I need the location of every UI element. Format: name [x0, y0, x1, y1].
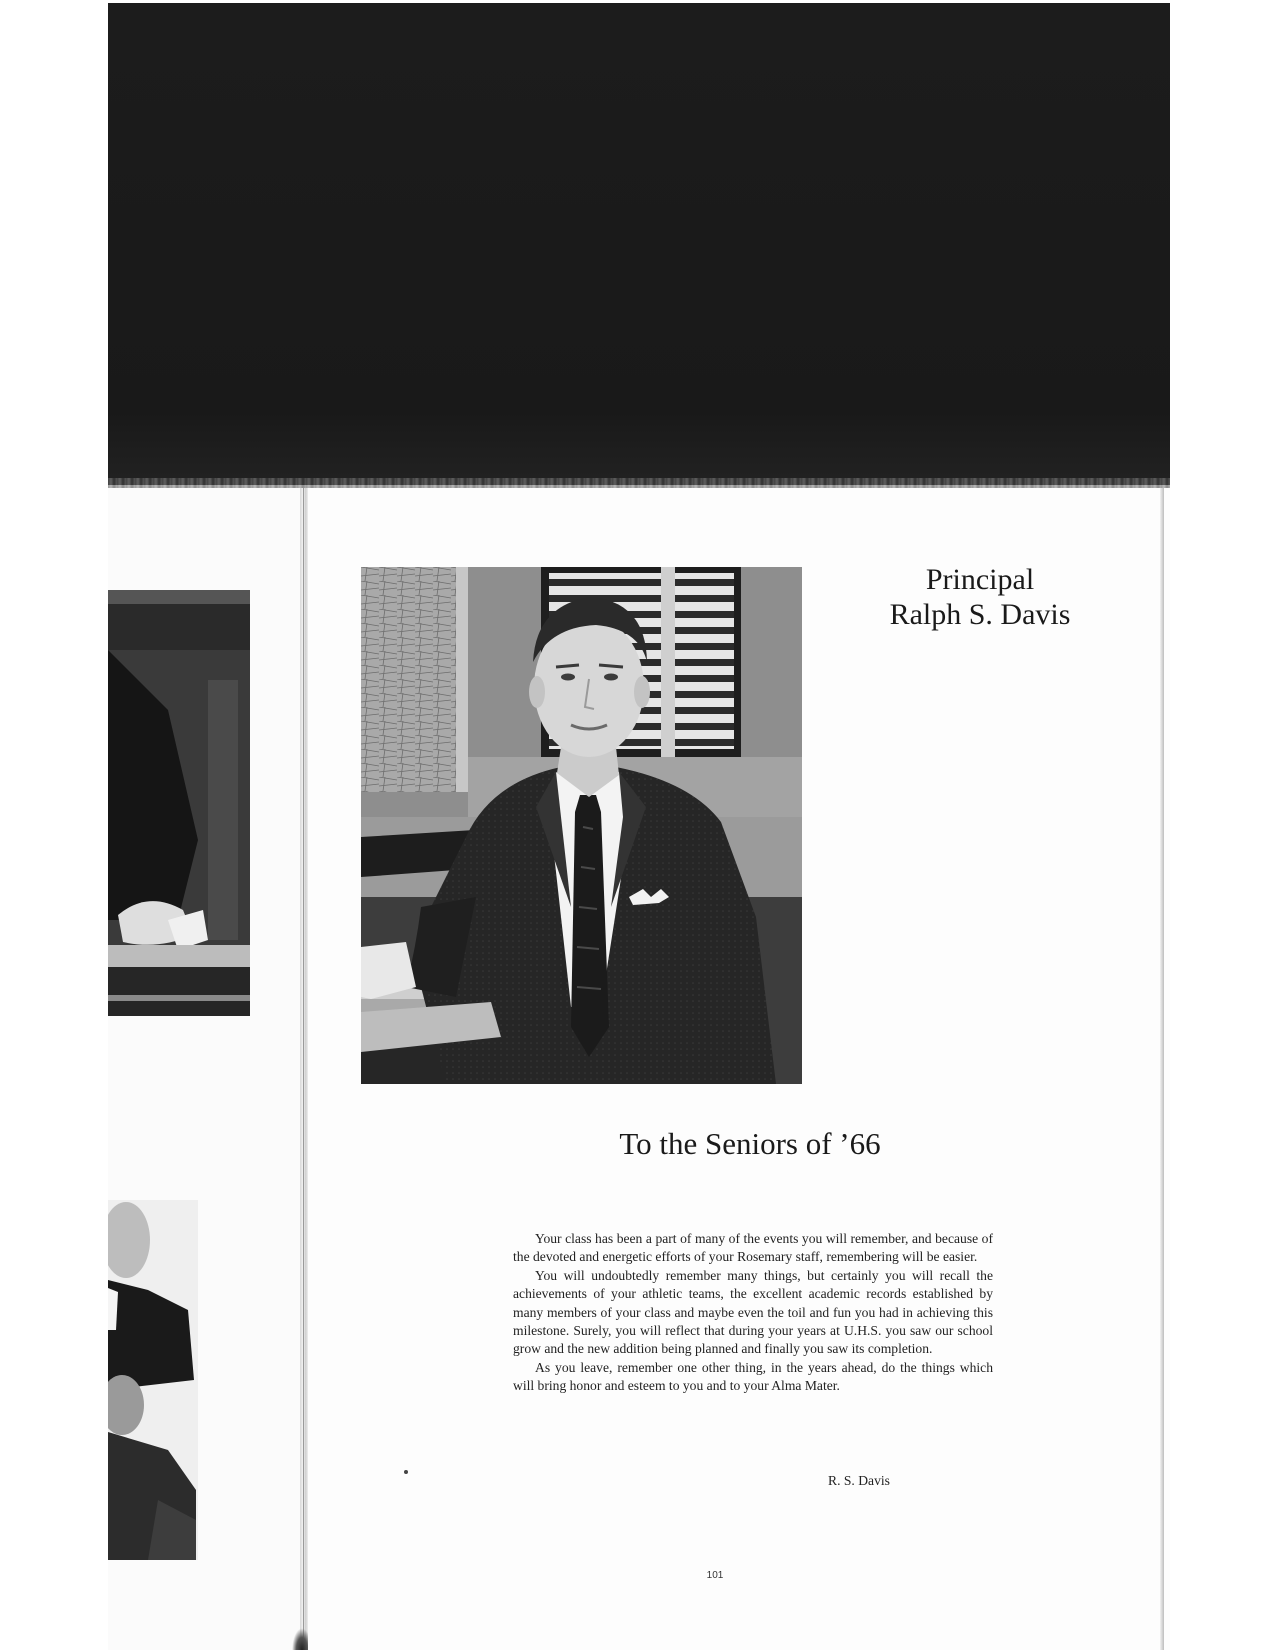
page-edge	[1160, 488, 1164, 1650]
principal-portrait-photo	[361, 567, 802, 1084]
book-gutter	[300, 488, 308, 1650]
cover-edge	[108, 478, 1170, 488]
letter-body	[513, 1230, 993, 1396]
dark-cover-strip	[108, 3, 1170, 485]
left-page-photo-bottom	[108, 1200, 198, 1560]
letter-paragraph-3: As you leave, remember one other thing, in the years ahead, do the things which will bring honor and esteem to you and to your Alma Mater.	[513, 1359, 993, 1394]
letter-title: To the Seniors of ’66	[619, 1126, 881, 1161]
principal-name: Ralph S. Davis	[889, 598, 1071, 631]
scan-speck	[404, 1470, 408, 1474]
letter-signature: R. S. Davis	[828, 1473, 890, 1488]
page-number: 101	[706, 1570, 724, 1581]
gutter-fold-line	[303, 488, 304, 1650]
letter-paragraph-1: Your class has been a part of many of the events you will remember, and because of the devoted and energetic efforts of your Rosemary staff, remembering will be easier.	[513, 1231, 993, 1265]
principal-title: Principal	[925, 563, 1035, 596]
letter-paragraph-2: You will undoubtedly remember many things, but certainly you will recall the achievements of your athletic teams, the excellent academic records established by many members of your class and maybe even the toil and fun you had in achieving this milestone. Surely, you will reflect that during your years at U.H.S. you saw our school grow and the new addition being planned and finally you saw its completion.	[513, 1267, 993, 1357]
principal-heading	[830, 562, 1130, 632]
left-page-photo-top	[108, 590, 250, 1016]
